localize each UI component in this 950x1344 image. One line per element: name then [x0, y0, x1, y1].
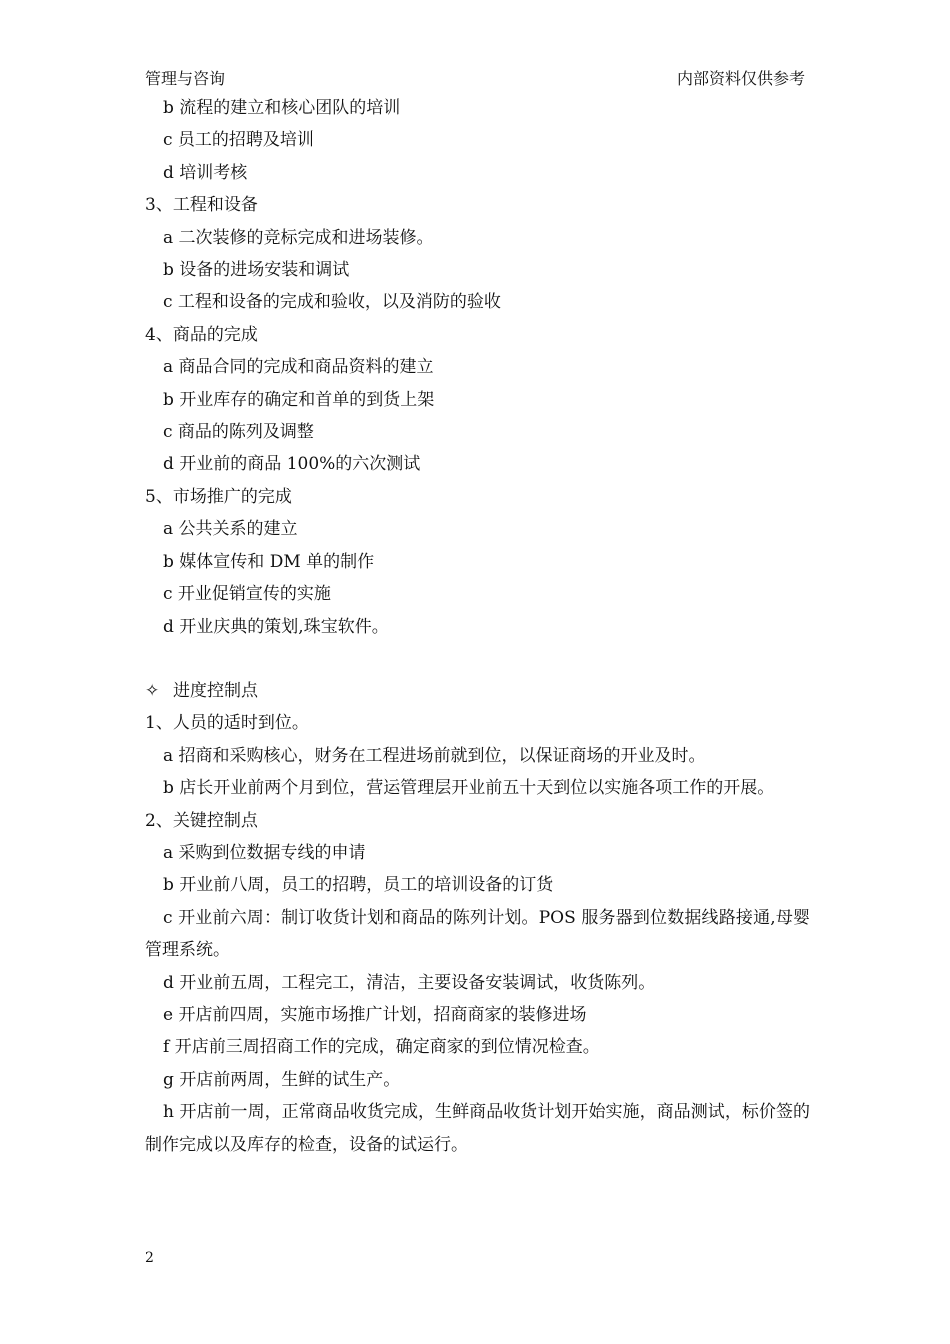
document-body — [145, 92, 810, 1161]
list-item: b 开业前八周，员工的招聘，员工的培训设备的订货 — [163, 875, 554, 896]
list-item: b 媒体宣传和 DM 单的制作 — [163, 551, 375, 572]
section-heading: 3、工程和设备 — [145, 195, 258, 216]
section-heading: 4、商品的完成 — [145, 324, 258, 345]
list-item: c 员工的招聘及培训 — [163, 130, 314, 151]
progress-control-heading — [145, 675, 810, 707]
list-item: a 商品合同的完成和商品资料的建立 — [163, 357, 434, 378]
list-item: c 商品的陈列及调整 — [163, 422, 314, 443]
page-number: 2 — [145, 1250, 154, 1266]
section-heading: 5、市场推广的完成 — [145, 486, 292, 507]
diamond-star-icon: ✧ — [145, 680, 160, 701]
section-heading: 2、关键控制点 — [145, 810, 258, 831]
list-item: a 二次装修的竞标完成和进场装修。 — [163, 227, 434, 248]
list-item: h 开店前一周，正常商品收货完成，生鲜商品收货计划开始实施，商品测试，标价签的制作完成以及库存的检查，设备的试运行。 — [145, 1102, 810, 1155]
list-item: b 开业库存的确定和首单的到货上架 — [163, 389, 435, 410]
list-item: c 开业前六周：制订收货计划和商品的陈列计划。POS 服务器到位数据线路接通,母婴管理系统。 — [145, 907, 810, 961]
paragraph-gap — [145, 643, 810, 675]
list-item: f 开店前三周招商工作的完成，确定商家的到位情况检查。 — [163, 1037, 600, 1058]
list-item: b 流程的建立和核心团队的培训 — [163, 98, 401, 118]
list-item: c 开业促销宣传的实施 — [163, 584, 331, 605]
list-item: g 开店前两周，生鲜的试生产。 — [163, 1069, 401, 1090]
list-item: a 公共关系的建立 — [163, 519, 298, 540]
list-item: c 工程和设备的完成和验收，以及消防的验收 — [163, 292, 501, 313]
list-item: a 采购到位数据专线的申请 — [163, 842, 366, 863]
section-heading: 1、人员的适时到位。 — [145, 713, 309, 734]
list-item: d 开业前五周，工程完工，清洁，主要设备安装调试，收货陈列。 — [163, 972, 656, 993]
list-item: e 开店前四周，实施市场推广计划，招商商家的装修进场 — [163, 1004, 587, 1025]
header-right-text: 内部资料仅供参考 — [676, 69, 805, 88]
list-item: b 店长开业前两个月到位，营运管理层开业前五十天到位以实施各项工作的开展。 — [163, 778, 775, 799]
heading-text: 进度控制点 — [173, 680, 258, 701]
list-item: d 开业庆典的策划,珠宝软件。 — [163, 616, 389, 637]
list-item: b 设备的进场安装和调试 — [163, 260, 350, 281]
list-item: d 开业前的商品 100%的六次测试 — [163, 454, 421, 475]
header-left-text: 管理与咨询 — [145, 69, 226, 88]
list-item: d 培训考核 — [163, 162, 248, 183]
list-item: a 招商和采购核心，财务在工程进场前就到位，以保证商场的开业及时。 — [163, 745, 706, 766]
